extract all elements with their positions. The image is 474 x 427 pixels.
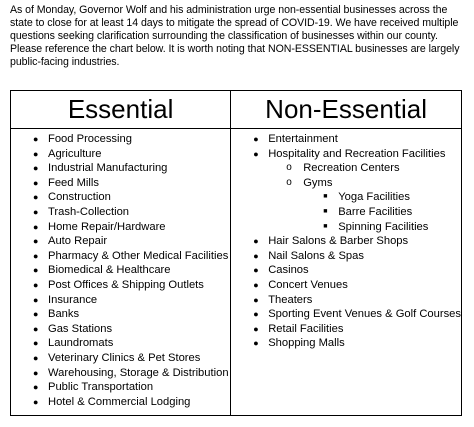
list-item (11, 366, 230, 381)
list-item (11, 336, 230, 351)
list-item-label: Gas Stations (48, 322, 113, 335)
list-item-label: Post Offices & Shipping Outlets (48, 278, 204, 291)
bullet-icon: ● (33, 352, 39, 363)
bullet-icon: ● (33, 177, 39, 188)
circle-bullet-icon: o (286, 162, 292, 174)
bullet-icon: ● (253, 134, 259, 144)
list-item (231, 161, 461, 176)
bullet-icon: ● (253, 148, 259, 159)
list-item-label: Auto Repair (48, 235, 108, 248)
list-item (11, 395, 230, 410)
list-item (11, 161, 230, 176)
bullet-icon: ● (33, 221, 39, 232)
list-item-label: Pharmacy & Other Medical Facilities (48, 249, 229, 262)
list-item-label: Hotel & Commercial Lodging (48, 395, 191, 408)
list-item-label: Food Processing (48, 133, 132, 145)
list-item-label: Nail Salons & Spas (268, 249, 364, 262)
list-item-label: Hair Salons & Barber Shops (268, 235, 409, 248)
list-item-label: Shopping Malls (268, 337, 345, 350)
list-item-label: Home Repair/Hardware (48, 220, 166, 233)
bullet-icon: ● (33, 309, 39, 320)
list-item-label: Biomedical & Healthcare (48, 264, 171, 277)
list-item-label: Banks (48, 308, 80, 321)
list-item-label: Agriculture (48, 147, 102, 160)
essential-heading: Essential (11, 91, 230, 129)
bullet-icon: ● (33, 250, 39, 261)
list-item (11, 293, 230, 308)
square-bullet-icon: ■ (323, 193, 328, 201)
list-item-label: Insurance (48, 293, 98, 306)
bullet-icon: ● (33, 134, 39, 144)
list-item-label: Trash-Collection (48, 205, 130, 218)
list-item (11, 351, 230, 366)
bullet-icon: ● (33, 396, 39, 407)
list-item-label: Veterinary Clinics & Pet Stores (48, 351, 201, 364)
bullet-icon: ● (33, 163, 39, 174)
bullet-icon: ● (33, 265, 39, 276)
list-item (11, 234, 230, 249)
essential-column (11, 91, 231, 415)
bullet-icon: ● (33, 279, 39, 290)
list-item (11, 220, 230, 235)
list-item-label: Industrial Manufacturing (48, 162, 168, 175)
business-classification-table (10, 90, 462, 416)
bullet-icon: ● (253, 236, 259, 247)
list-item (231, 234, 461, 249)
bullet-icon: ● (253, 309, 259, 320)
bullet-icon: ● (253, 250, 259, 261)
list-item (11, 307, 230, 322)
non-essential-column (231, 91, 461, 415)
list-item (11, 132, 230, 147)
bullet-icon: ● (33, 206, 39, 217)
bullet-icon: ● (33, 236, 39, 247)
list-item (231, 263, 461, 278)
list-item (231, 278, 461, 293)
bullet-icon: ● (33, 323, 39, 334)
list-item (231, 322, 461, 337)
list-item (231, 176, 461, 191)
list-item-label: Barre Facilities (338, 205, 413, 218)
list-item (231, 132, 461, 147)
square-bullet-icon: ■ (323, 207, 328, 215)
list-item (231, 147, 461, 162)
square-bullet-icon: ■ (323, 222, 328, 230)
list-item-label: Concert Venues (268, 278, 348, 291)
list-item (231, 336, 461, 351)
list-item (11, 263, 230, 278)
bullet-icon: ● (33, 148, 39, 159)
list-item (231, 307, 461, 322)
list-item-label: Sporting Event Venues & Golf Courses (268, 308, 461, 321)
bullet-icon: ● (33, 192, 39, 203)
list-item (11, 147, 230, 162)
list-item-label: Warehousing, Storage & Distribution (48, 366, 229, 379)
essential-list (11, 129, 230, 409)
list-item (11, 190, 230, 205)
list-item-label: Casinos (268, 264, 309, 277)
list-item-label: Recreation Centers (303, 162, 400, 175)
list-item (11, 205, 230, 220)
list-item (231, 205, 461, 220)
bullet-icon: ● (253, 279, 259, 290)
list-item-label: Feed Mills (48, 176, 99, 189)
list-item-label: Entertainment (268, 133, 338, 145)
list-item (231, 220, 461, 235)
list-item-label: Yoga Facilities (338, 191, 410, 204)
bullet-icon: ● (33, 382, 39, 393)
bullet-icon: ● (253, 265, 259, 276)
circle-bullet-icon: o (286, 176, 292, 188)
non-essential-heading: Non-Essential (231, 91, 461, 129)
list-item-label: Hospitality and Recreation Facilities (268, 147, 446, 160)
list-item (11, 278, 230, 293)
list-item-label: Construction (48, 191, 111, 204)
bullet-icon: ● (33, 367, 39, 378)
list-item-label: Laundromats (48, 337, 114, 350)
list-item-label: Gyms (303, 176, 333, 189)
list-item (11, 176, 230, 191)
bullet-icon: ● (253, 323, 259, 334)
intro-paragraph: As of Monday, Governor Wolf and his administration urge non-essential businesses across the state to close for at least 14 days to mitigate the spread of COVID-19. We have received multiple questions seeking clarification surrounding the classification of businesses within our county. Please reference the chart below. It is worth noting that NON-ESSENTIAL businesses are largely public-facing industries. (10, 4, 460, 68)
bullet-icon: ● (33, 338, 39, 349)
list-item (231, 249, 461, 264)
list-item-label: Public Transportation (48, 381, 154, 394)
list-item-label: Theaters (268, 293, 313, 306)
bullet-icon: ● (253, 338, 259, 349)
bullet-icon: ● (33, 294, 39, 305)
list-item (11, 322, 230, 337)
list-item (231, 293, 461, 308)
non-essential-list (231, 129, 461, 351)
list-item (11, 380, 230, 395)
bullet-icon: ● (253, 294, 259, 305)
list-item (231, 190, 461, 205)
list-item-label: Spinning Facilities (338, 220, 429, 233)
list-item (11, 249, 230, 264)
list-item-label: Retail Facilities (268, 322, 344, 335)
